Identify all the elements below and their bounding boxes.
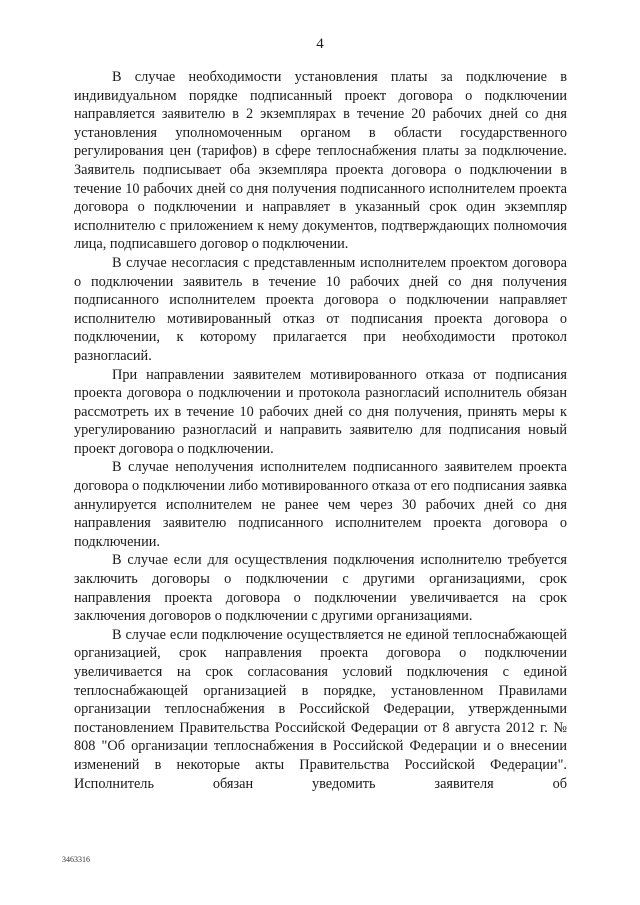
paragraph-1: В случае необходимости установления платы за подключение в индивидуальном порядке подписанный проект договора о подключении направляется заявителю в 2 экземплярах в течение 20 рабочих дней со дня установления уполномоченным органом в области государственного регулирования цен (тарифов) в сфере теплоснабжения платы за подключение. Заявитель подписывает оба экземпляра проекта договора о подключении в течение 10 рабочих дней со дня получения подписанного исполнителем проекта договора о подключении и направляет в указанный срок один экземпляр исполнителю с приложением к нему документов, подтверждающих полномочия лица, подписавшего договор о подключении. [74, 69, 567, 253]
paragraph-6: В случае если подключение осуществляется не единой теплоснабжающей организацией, срок направления проекта договора о подключении увеличивается на срок согласования условий подключения с единой теплоснабжающей организацией в порядке, установленном Правилами организации теплоснабжения в Российской Федерации, утвержденными постановлением Правительства Российской Федерации от 8 августа 2012 г. № 808 "Об организации теплоснабжения в Российской Федерации и о внесении изменений в некоторые акты Правительства Российской Федерации". Исполнитель обязан уведомить заявителя об [74, 626, 567, 792]
document-body [74, 68, 567, 793]
paragraph-2: В случае несогласия с представленным исполнителем проектом договора о подключении заявитель в течение 10 рабочих дней со дня получения подписанного исполнителем проекта договора о подключении направляет исполнителю мотивированный отказ от подписания проекта договора о подключении, к которому прилагается при необходимости протокол разногласий. [74, 254, 567, 364]
paragraph-4: В случае неполучения исполнителем подписанного заявителем проекта договора о подключении либо мотивированного отказа от его подписания заявка аннулируется исполнителем не ранее чем через 30 рабочих дней со дня направления заявителю подписанного исполнителем проекта договора о подключении. [74, 459, 567, 550]
paragraph-5: В случае если для осуществления подключения исполнителю требуется заключить договоры о подключении с другими организациями, срок направления проекта договора о подключении увеличивается на срок заключения договоров о подключении с другими организациями. [74, 552, 567, 625]
paragraph-3: При направлении заявителем мотивированного отказа от подписания проекта договора о подключении и протокола разногласий исполнитель обязан рассмотреть их в течение 10 рабочих дней со дня получения, принять меры к урегулированию разногласий и направить заявителю для подписания новый проект договора о подключении. [74, 366, 567, 457]
document-code: 3463316 [62, 855, 90, 864]
page-number: 4 [316, 36, 324, 52]
